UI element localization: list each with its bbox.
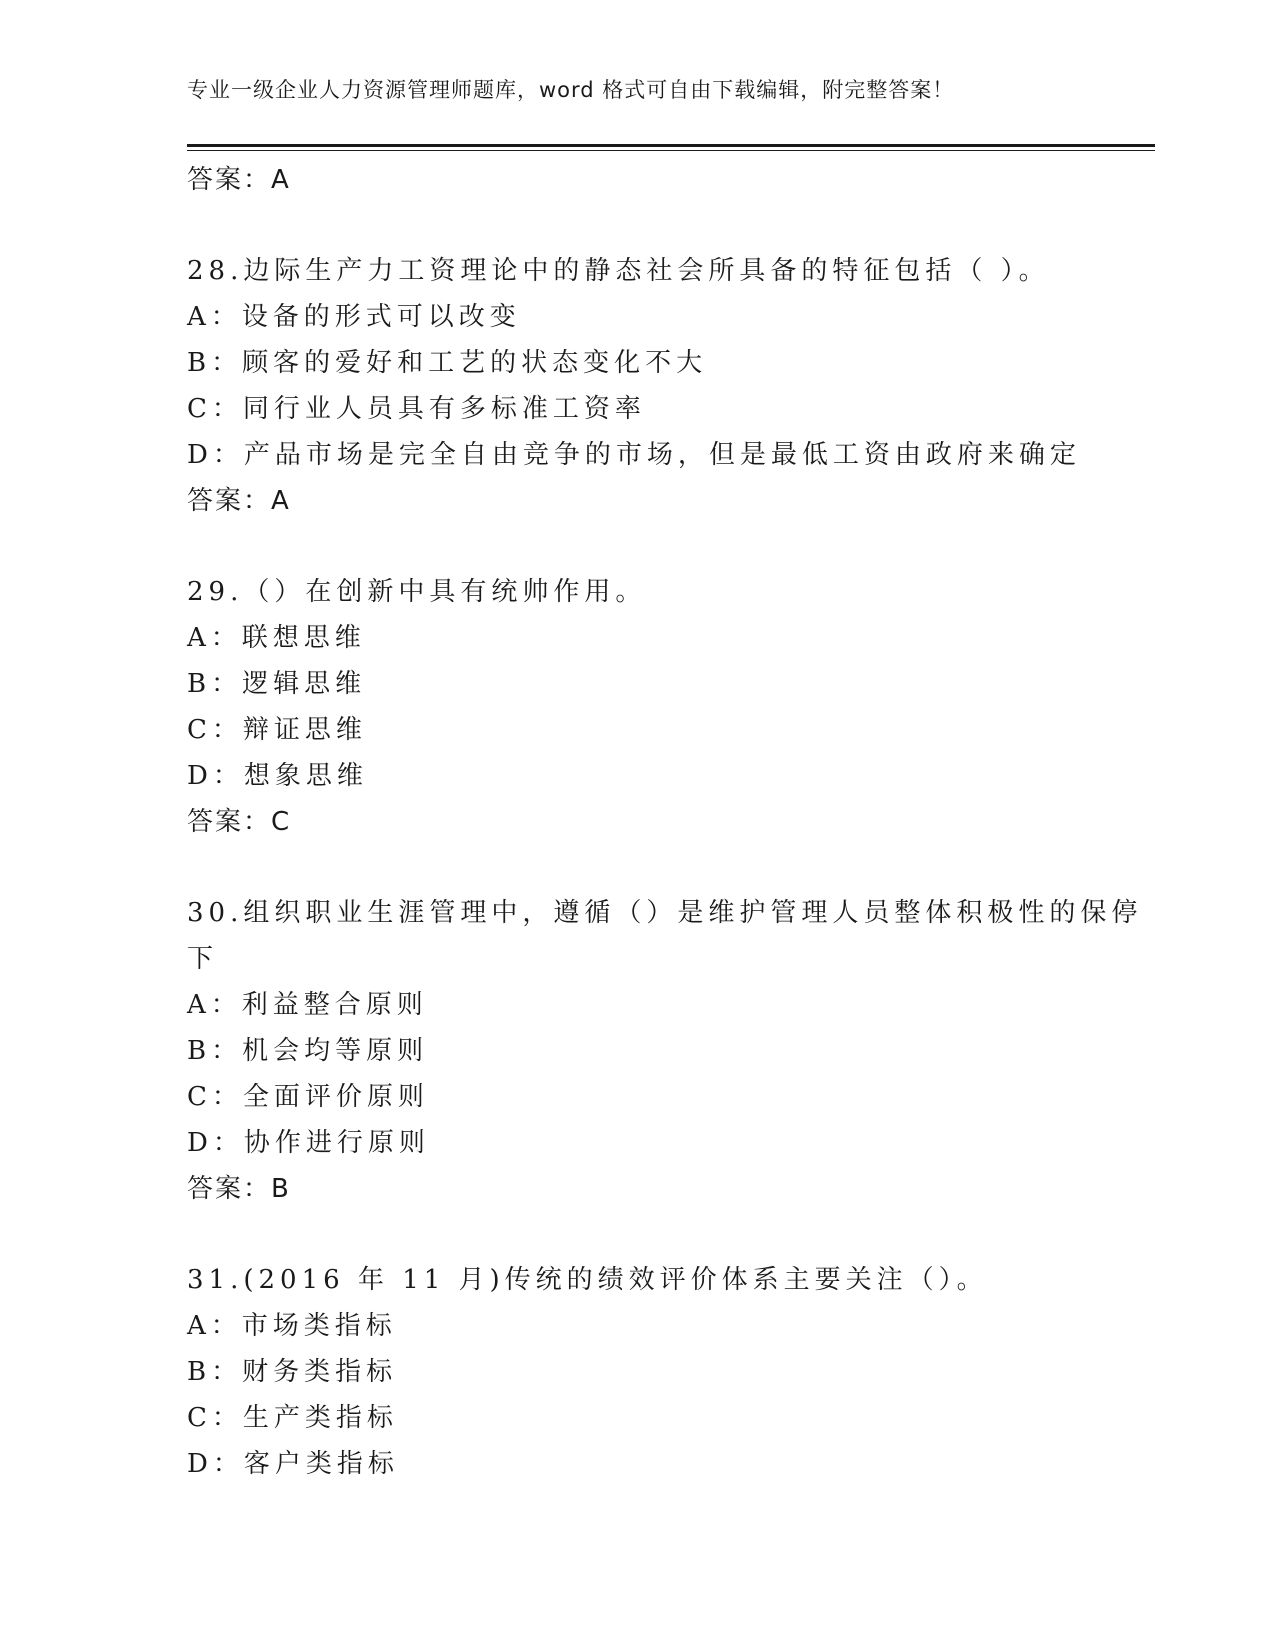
option-b: B：机会均等原则 — [187, 1036, 429, 1066]
option-d: D：想象思维 — [187, 761, 368, 791]
header-rule-thick — [187, 144, 1155, 147]
question-block — [187, 890, 1143, 1212]
option-c: C：同行业人员具有多标准工资率 — [187, 394, 646, 424]
answer-line: 答案：C — [187, 807, 292, 837]
option-d: D：协作进行原则 — [187, 1128, 430, 1158]
option-b: B：顾客的爱好和工艺的状态变化不大 — [187, 348, 708, 378]
question-stem: 28.边际生产力工资理论中的静态社会所具备的特征包括（ ）。 — [187, 256, 1050, 286]
answer-line: 答案：A — [187, 486, 291, 516]
answer-line: 答案：B — [187, 1174, 291, 1204]
option-d: D：产品市场是完全自由竞争的市场，但是最低工资由政府来确定 — [187, 440, 1081, 470]
header-rule-thin — [187, 150, 1155, 151]
question-list — [187, 157, 1143, 1487]
document-header: 专业一级企业人力资源管理师题库，word 格式可自由下载编辑，附完整答案！ — [187, 78, 955, 102]
question-block — [187, 248, 1087, 524]
spacer — [187, 1212, 1087, 1257]
option-c: C：全面评价原则 — [187, 1082, 429, 1112]
question-stem: 29.（）在创新中具有统帅作用。 — [187, 577, 647, 607]
question-stem: 30.组织职业生涯管理中，遵循（）是维护管理人员整体积极性的保停 — [187, 898, 1143, 928]
option-a: A：利益整合原则 — [187, 990, 428, 1020]
option-b: B：逻辑思维 — [187, 669, 367, 699]
option-a: A：联想思维 — [187, 623, 366, 653]
question-block — [187, 569, 1087, 845]
spacer — [187, 203, 1087, 248]
spacer — [187, 845, 1087, 890]
option-c: C：辩证思维 — [187, 715, 367, 745]
option-a: A：市场类指标 — [187, 1311, 397, 1341]
option-c: C：生产类指标 — [187, 1403, 398, 1433]
option-b: B：财务类指标 — [187, 1357, 398, 1387]
spacer — [187, 524, 1087, 569]
question-block — [187, 1257, 1087, 1487]
answer-line: 答案：A — [187, 165, 291, 195]
option-a: A：设备的形式可以改变 — [187, 302, 521, 332]
question-stem-continued: 下 — [187, 944, 219, 974]
option-d: D：客户类指标 — [187, 1449, 399, 1479]
question-stem: 31.(2016 年 11 月)传统的绩效评价体系主要关注（）。 — [187, 1265, 988, 1295]
